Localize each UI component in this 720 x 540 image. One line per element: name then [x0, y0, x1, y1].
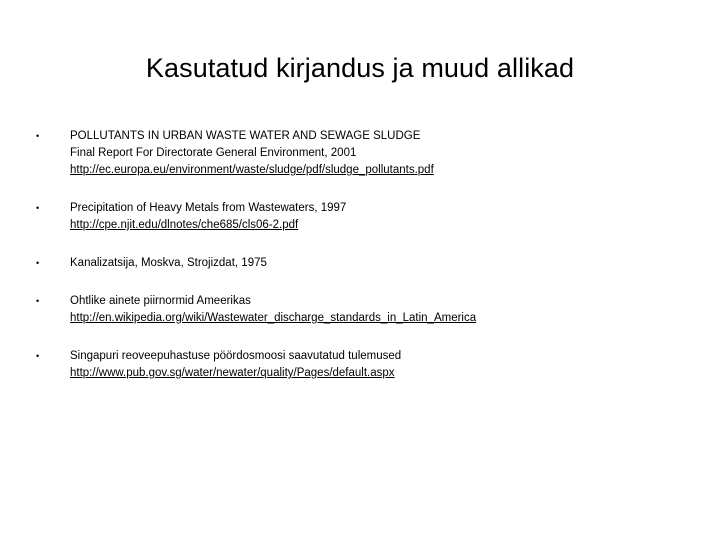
reference-link[interactable]: http://www.pub.gov.sg/water/newater/quality/Pages/default.aspx	[70, 367, 395, 379]
reference-title: POLLUTANTS IN URBAN WASTE WATER AND SEWAGE SLUDGE	[70, 130, 421, 142]
bullet-icon: •	[36, 351, 40, 361]
reference-detail: Final Report For Directorate General Environment, 2001	[70, 147, 357, 159]
reference-item-4	[36, 293, 696, 327]
reference-list	[36, 128, 696, 382]
bullet-icon: •	[36, 203, 40, 213]
bullet-icon: •	[36, 258, 40, 268]
reference-link[interactable]: http://en.wikipedia.org/wiki/Wastewater_discharge_standards_in_Latin_America	[70, 312, 477, 324]
reference-link[interactable]: http://ec.europa.eu/environment/waste/sludge/pdf/sludge_pollutants.pdf	[70, 164, 434, 176]
reference-link[interactable]: http://cpe.njit.edu/dlnotes/che685/cls06-2.pdf	[70, 219, 299, 231]
slide-title: Kasutatud kirjandus ja muud allikad	[145, 53, 575, 83]
reference-title: Kanalizatsija, Moskva, Strojizdat, 1975	[70, 257, 267, 269]
bullet-icon: •	[36, 296, 40, 306]
reference-item-3	[36, 255, 696, 272]
bullet-icon: •	[36, 131, 40, 141]
reference-item-2	[36, 200, 696, 234]
reference-item-1	[36, 128, 696, 179]
reference-item-5	[36, 348, 696, 382]
reference-title: Singapuri reoveepuhastuse pöördosmoosi saavutatud tulemused	[70, 350, 402, 362]
reference-title: Ohtlike ainete piirnormid Ameerikas	[70, 295, 251, 307]
reference-title: Precipitation of Heavy Metals from Wastewaters, 1997	[70, 202, 347, 214]
